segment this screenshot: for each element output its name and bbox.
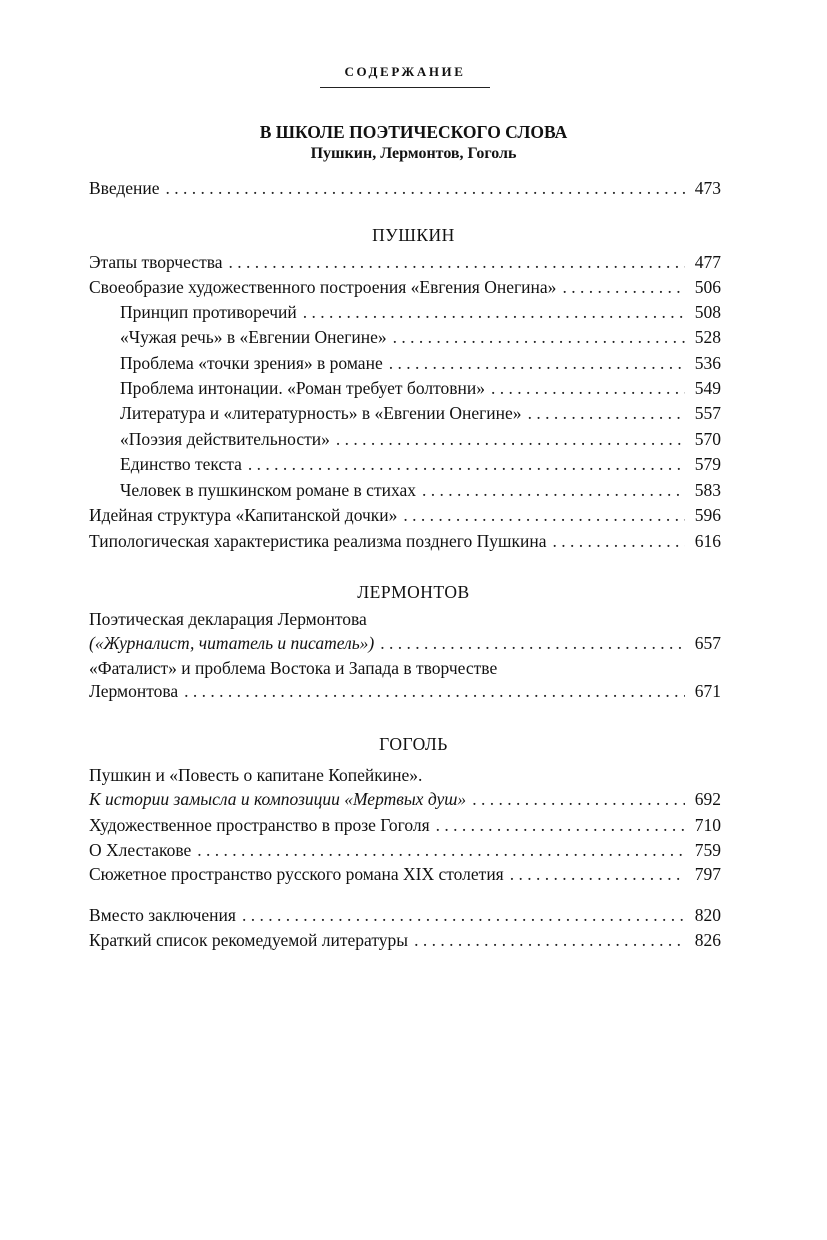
toc-entry-title: Художественное пространство в прозе Гоголя [89, 815, 430, 835]
toc-entry-title: «Поэзия действительности» [120, 429, 330, 449]
toc-entry-title: («Журналист, читатель и писатель») [89, 633, 375, 653]
toc-entry-title: К истории замысла и композиции «Мертвых душ» [89, 789, 467, 809]
toc-entry-title: Литература и «литературность» в «Евгении Онегине» [120, 403, 522, 423]
toc-page-number: 820 [694, 905, 721, 925]
toc-entry[interactable] [89, 903, 721, 927]
toc-subentry[interactable] [120, 401, 721, 425]
toc-entry-title: Единство текста [120, 454, 242, 474]
dot-leader [472, 787, 685, 811]
toc-page-number: 528 [694, 327, 721, 347]
toc-page-number: 616 [694, 531, 721, 551]
dot-leader [553, 529, 686, 553]
toc-subentry[interactable] [120, 376, 721, 400]
dot-leader [389, 351, 685, 375]
dot-leader [422, 478, 685, 502]
toc-page-number: 583 [694, 480, 721, 500]
toc-page-number: 549 [694, 378, 721, 398]
toc-entry[interactable] [89, 250, 721, 274]
dot-leader [414, 928, 685, 952]
toc-page-number: 671 [694, 681, 721, 701]
toc-page-number: 759 [694, 840, 721, 860]
toc-page-number: 826 [694, 930, 721, 950]
toc-entry-title-line1: Пушкин и «Повесть о капитане Копейкине». [89, 765, 423, 785]
toc-entry[interactable] [89, 529, 721, 553]
dot-leader [166, 176, 685, 200]
toc-page-number: 596 [694, 505, 721, 525]
toc-entry[interactable] [89, 631, 721, 655]
dot-leader [380, 631, 685, 655]
dot-leader [303, 300, 685, 324]
toc-entry-title: Проблема интонации. «Роман требует болтовни» [120, 378, 485, 398]
toc-entry[interactable] [89, 928, 721, 952]
toc-entry-title: Принцип противоречий [120, 302, 297, 322]
dot-leader [528, 401, 685, 425]
toc-page-number: 710 [694, 815, 721, 835]
toc-subentry[interactable] [120, 452, 721, 476]
toc-page-number: 508 [694, 302, 721, 322]
dot-leader [184, 679, 685, 703]
book-subtitle: Пушкин, Лермонтов, Гоголь [310, 145, 517, 162]
toc-entry-title: Идейная структура «Капитанской дочки» [89, 505, 398, 525]
toc-page-number: 473 [694, 178, 721, 198]
toc-entry-title: Своеобразие художественного построения «Евгения Онегина» [89, 277, 557, 297]
toc-entry[interactable] [89, 679, 721, 703]
toc-page-number: 657 [694, 633, 721, 653]
section-heading-pushkin: ПУШКИН [372, 225, 455, 245]
toc-entry-title: Типологическая характеристика реализма позднего Пушкина [89, 531, 547, 551]
toc-subentry[interactable] [120, 300, 721, 324]
dot-leader [336, 427, 685, 451]
toc-entry-title: Проблема «точки зрения» в романе [120, 353, 383, 373]
toc-entry-title-line1: Поэтическая декларация Лермонтова [89, 609, 367, 629]
toc-entry[interactable] [89, 275, 721, 299]
toc-page-number: 536 [694, 353, 721, 373]
toc-page-number: 797 [694, 864, 721, 884]
dot-leader [510, 862, 685, 886]
dot-leader [491, 376, 685, 400]
toc-entry[interactable] [89, 787, 721, 811]
dot-leader [197, 838, 685, 862]
toc-subentry[interactable] [120, 478, 721, 502]
toc-page-number: 477 [694, 252, 721, 272]
toc-entry-title: Лермонтова [89, 681, 179, 701]
dot-leader [403, 503, 685, 527]
toc-entry[interactable] [89, 862, 721, 886]
toc-entry-title: Краткий список рекомедуемой литературы [89, 930, 409, 950]
contents-header: СОДЕРЖАНИЕ [320, 64, 490, 88]
dot-leader [562, 275, 685, 299]
toc-entry-title: Введение [89, 178, 160, 198]
toc-entry-title-line1: «Фаталист» и проблема Востока и Запада в творчестве [89, 658, 498, 678]
dot-leader [242, 903, 685, 927]
toc-page-number: 506 [694, 277, 721, 297]
book-title: В ШКОЛЕ ПОЭТИЧЕСКОГО СЛОВА [259, 122, 568, 142]
toc-entry[interactable] [89, 838, 721, 862]
dot-leader [248, 452, 685, 476]
toc-page-number: 570 [694, 429, 721, 449]
toc-subentry[interactable] [120, 351, 721, 375]
toc-subentry[interactable] [120, 427, 721, 451]
toc-entry[interactable] [89, 503, 721, 527]
dot-leader [436, 813, 685, 837]
toc-entry[interactable] [89, 813, 721, 837]
toc-entry-title: Этапы творчества [89, 252, 223, 272]
toc-page-number: 557 [694, 403, 721, 423]
toc-page-number: 579 [694, 454, 721, 474]
toc-entry-title: Сюжетное пространство русского романа XIX столетия [89, 864, 504, 884]
toc-entry-title: О Хлестакове [89, 840, 192, 860]
section-heading-gogol: ГОГОЛЬ [379, 734, 448, 754]
toc-entry-intro[interactable] [89, 176, 721, 200]
toc-subentry[interactable] [120, 325, 721, 349]
toc-entry-title: Вместо заключения [89, 905, 236, 925]
toc-entry-title: «Чужая речь» в «Евгении Онегине» [120, 327, 387, 347]
dot-leader [393, 325, 685, 349]
toc-page-number: 692 [694, 789, 721, 809]
toc-entry-title: Человек в пушкинском романе в стихах [120, 480, 416, 500]
dot-leader [229, 250, 685, 274]
section-heading-lermontov: ЛЕРМОНТОВ [357, 582, 470, 602]
